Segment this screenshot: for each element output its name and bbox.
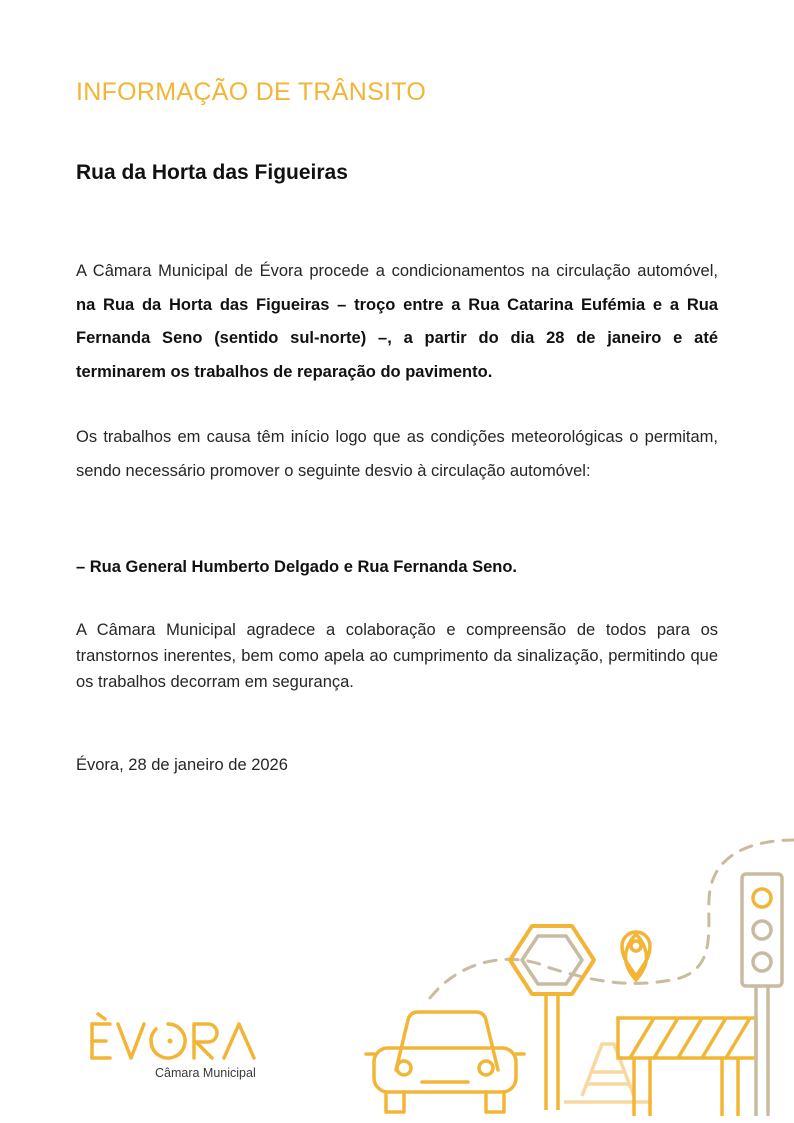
detour-route: – Rua General Humberto Delgado e Rua Fernanda Seno. [76,558,518,576]
closure-intro: A Câmara Municipal de Évora procede a condicionamentos na circulação automóvel, [76,262,718,280]
location-pin-icon [622,932,650,980]
car-icon [366,1012,524,1112]
traffic-light-icon [742,874,782,1116]
stop-sign-icon [510,926,594,1110]
traffic-cone-icon [564,1044,652,1102]
closure-details: na Rua da Horta das Figueiras – troço entre a Rua Catarina Eufémia e a Rua Fernanda Seno (sentido sul-norte) –, a partir do dia 28 de janeiro e até terminarem os trabalhos de reparação do pavimento. [76,295,718,381]
roadworks-illustration [360,830,794,1123]
dateline: Évora, 28 de janeiro de 2026 [76,756,288,774]
paragraph-schedule: Os trabalhos em causa têm início logo que as condições meteorológicas o permitam, sendo necessário promover o seguinte desvio à circulação automóvel: [76,428,718,480]
street-name: Rua da Horta das Figueiras [76,161,348,184]
paragraph-thanks: A Câmara Municipal agradece a colaboração e compreensão de todos para os transtornos inerentes, bem como apela ao cumprimento da sinalização, permitindo que os trabalhos decorram em segurança. [76,621,718,691]
notice-heading: INFORMAÇÃO DE TRÂNSITO [76,78,427,106]
logo-subtitle: Câmara Municipal [155,1066,256,1080]
paragraph-closure [76,255,718,389]
route-path [430,840,794,998]
